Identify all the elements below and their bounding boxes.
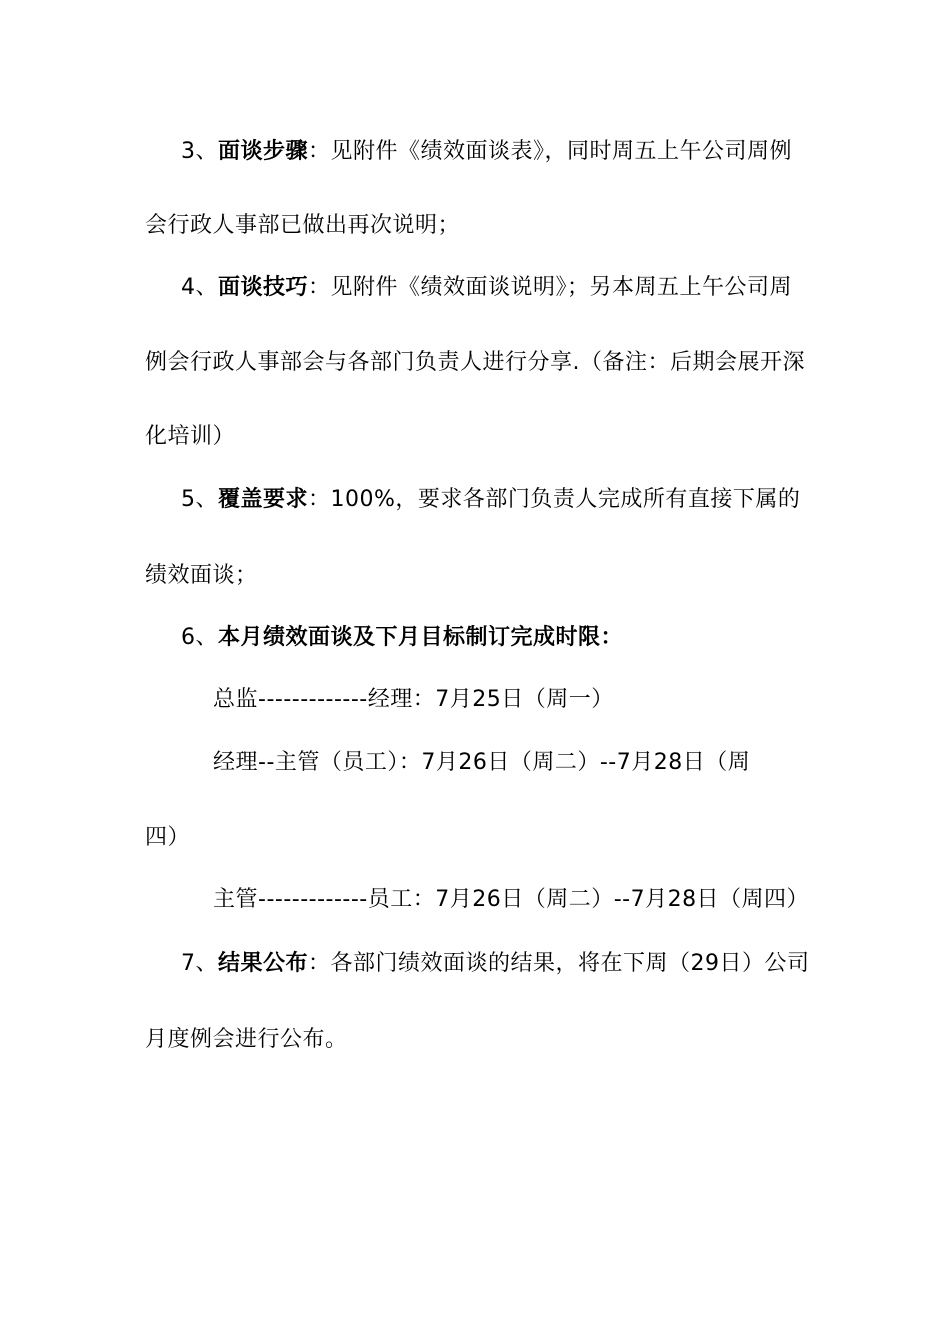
item-6-number: 6、: [181, 625, 218, 650]
schedule-row-2: 经理--主管（员工）：7月26日（周二）--7月28日（周: [213, 750, 751, 775]
item-4-line-1: [181, 273, 792, 303]
item-7-heading: 结果公布: [218, 951, 309, 976]
item-7-number: 7、: [181, 951, 218, 976]
schedule-row-3: 主管-------------员工：7月26日（周二）--7月28日（周四）: [213, 887, 810, 912]
item-5-number: 5、: [181, 487, 218, 512]
item-3-heading: 面谈步骤: [218, 139, 309, 164]
item-3-line-1: [181, 137, 792, 167]
item-6-heading: 本月绩效面谈及下月目标制订完成时限：: [218, 625, 624, 650]
item-3-line-2: 会行政人事部已做出再次说明；: [145, 213, 461, 238]
item-5-text: ：100%，要求各部门负责人完成所有直接下属的: [308, 487, 801, 512]
item-7-line-2: 月度例会进行公布。: [145, 1027, 348, 1052]
item-4-line-2: 例会行政人事部会与各部门负责人进行分享.（备注：后期会展开深: [145, 350, 805, 375]
item-4-number: 4、: [181, 275, 218, 300]
item-3-text: ：见附件《绩效面谈表》，同时周五上午公司周例: [308, 139, 793, 164]
item-4-line-3: 化培训）: [145, 424, 236, 449]
item-4-text: ：见附件《绩效面谈说明》；另本周五上午公司周: [308, 275, 793, 300]
item-5-line-1: [181, 485, 800, 515]
item-3-number: 3、: [181, 139, 218, 164]
item-7-text: ：各部门绩效面谈的结果，将在下周（29日）公司: [308, 951, 810, 976]
item-5-line-2: 绩效面谈；: [145, 563, 258, 588]
schedule-row-2-cont: 四）: [145, 825, 191, 850]
item-7-line-1: [181, 949, 810, 979]
item-4-heading: 面谈技巧: [218, 275, 309, 300]
schedule-row-1: 总监-------------经理：7月25日（周一）: [213, 687, 614, 712]
item-5-heading: 覆盖要求: [218, 487, 309, 512]
item-6-line-1: [181, 623, 623, 653]
